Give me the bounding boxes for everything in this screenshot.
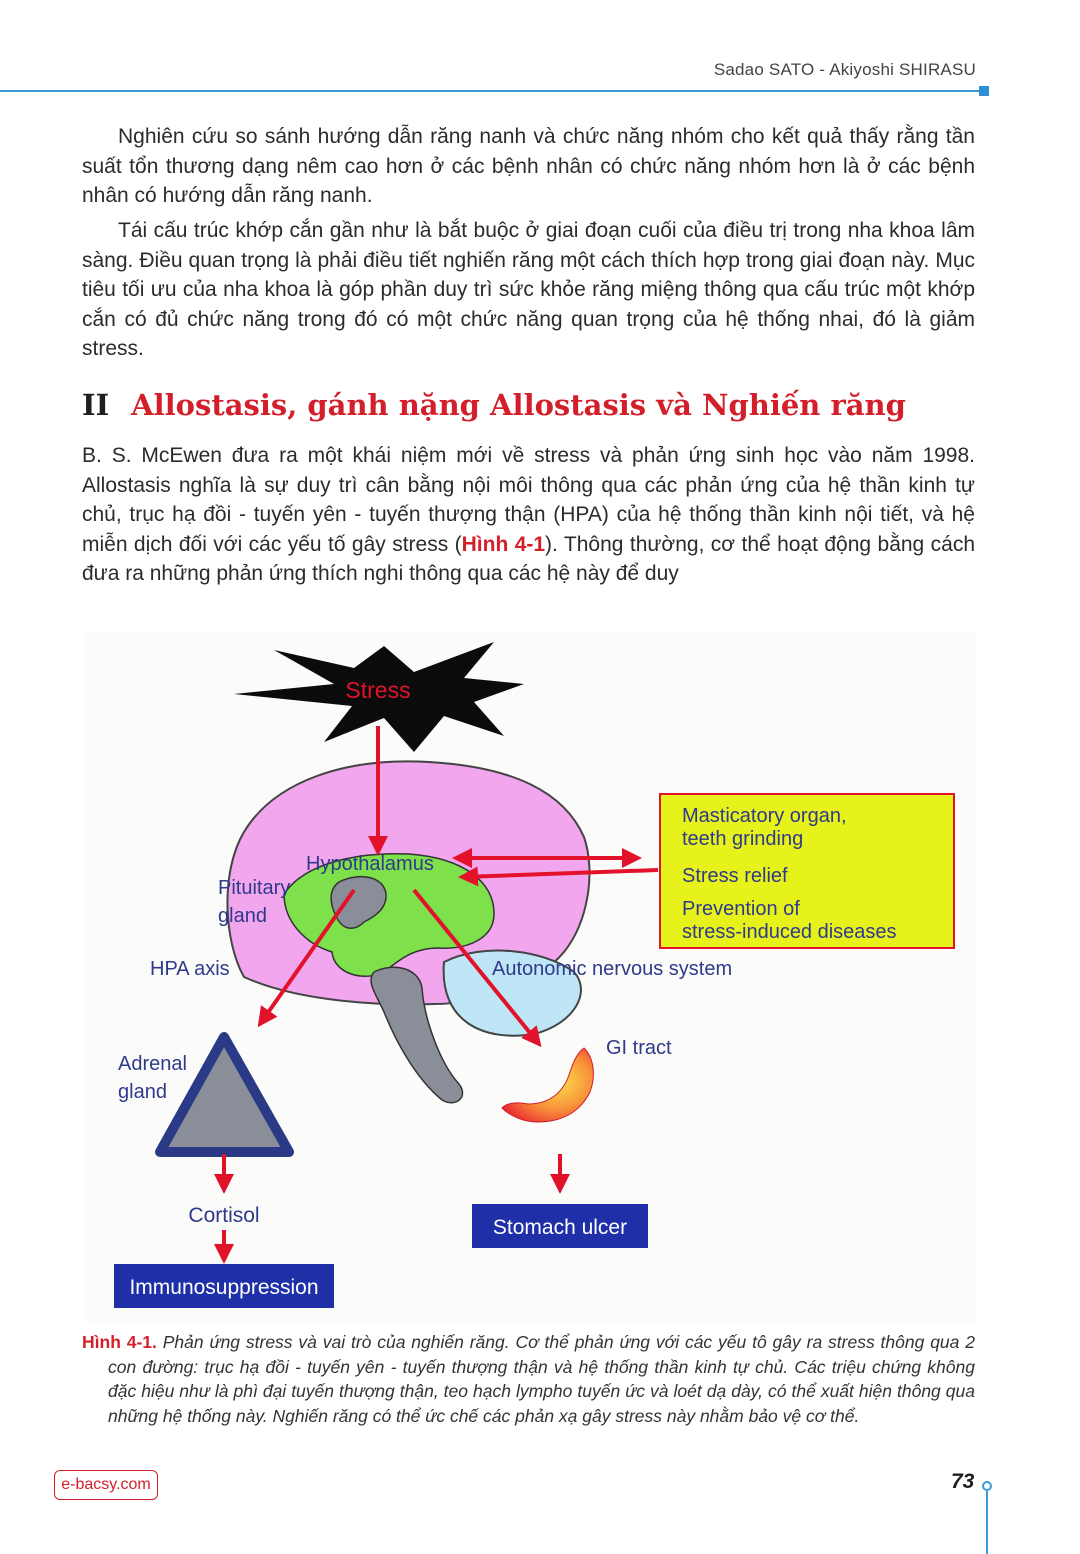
figure-caption <box>82 1330 975 1428</box>
box-line-teeth-grinding: teeth grinding <box>682 828 804 850</box>
paragraph-allostasis-text-end: ). Thông thường, cơ thể hoạt động bằng cách đưa ra những phản ứng thích nghi thông qua các hệ này để duy <box>82 532 975 585</box>
cortisol-label: Cortisol <box>188 1204 260 1227</box>
section-title-text: Allostasis, gánh nặng Allostasis và Nghiến răng <box>131 388 906 422</box>
caption-text: Phản ứng stress và vai trò của nghiến răng. Cơ thể phản ứng với các yếu tô gây ra stress thông qua 2 con đường: trục hạ đồi - tuyến yên - tuyến thượng thận và hệ thống thần kinh tự chủ. Các triệu chứng không đặc hiệu như là phì đại tuyến thượng thận, teo hạch lympho tuyến ức và loét dạ dày, có thể xuất hiện thông qua những hệ thống này. Nghiến răng có thể ức chế các phản xạ gây stress này nhằm bảo vệ cơ thể. <box>108 1332 975 1426</box>
section-number: II <box>82 388 110 422</box>
stomach-ulcer-label: Stomach ulcer <box>492 1216 628 1239</box>
adrenal-label-line1: Adrenal <box>118 1053 187 1075</box>
paragraph-allostasis-text-start: B. S. McEwen đưa ra một khái niệm mới về stress và phản ứng sinh học vào năm 1998. Allostasis nghĩa là sự duy trì cân bằng nội môi thông qua các phản ứng của hệ thần kinh tự chủ, trục hạ đồi - tuyến yên - tuyến thượng thận (HPA) của hệ thống thần kinh nội tiết, và hệ miễn dịch đối với các yếu tố gây stress ( <box>82 444 975 556</box>
footer-site-badge[interactable]: e-bacsy.com <box>54 1470 158 1500</box>
autonomic-nervous-system-label: Autonomic nervous system <box>492 958 733 980</box>
page-number: 73 <box>951 1470 975 1493</box>
paragraph-allostasis <box>82 441 975 589</box>
running-header-authors: Sadao SATO - Akiyoshi SHIRASU <box>713 60 976 79</box>
hypothalamus-label: Hypothalamus <box>306 853 434 875</box>
box-line-masticatory-organ: Masticatory organ, <box>682 805 847 827</box>
pituitary-label-line2: gland <box>218 905 267 927</box>
footer-circle-marker <box>982 1481 992 1491</box>
adrenal-label-line2: gland <box>118 1081 167 1103</box>
immunosuppression-label: Immunosuppression <box>129 1276 319 1299</box>
paragraph-canine-guidance: Nghiên cứu so sánh hướng dẫn răng nanh và chức năng nhóm cho kết quả thấy rằng tần suất tổn thương dạng nêm cao hơn ở các bệnh nhân có chức năng nhóm hơn là ở các bệnh nhân có hướng dẫn răng nanh. <box>82 125 975 207</box>
hpa-axis-label: HPA axis <box>150 958 230 980</box>
footer-vertical-line <box>986 1491 988 1554</box>
paragraph-occlusal-reconstruction: Tái cấu trúc khớp cắn gần như là bắt buộc ở giai đoạn cuối của điều trị trong nha khoa lâm sàng. Điều quan trọng là phải điều tiết nghiến răng một cách thích hợp trong giai đoạn này. Mục tiêu tối ưu của nha khoa là góp phần duy trì sức khỏe răng miệng thông qua cấu trúc một khớp cắn có đủ chức năng trong đó có một chức năng quan trọng của hệ thống nhai, đó là giảm stress. <box>82 219 975 360</box>
box-line-stress-relief: Stress relief <box>682 865 788 887</box>
box-line-stress-induced-diseases: stress-induced diseases <box>682 921 897 943</box>
box-line-prevention: Prevention of <box>682 898 800 920</box>
gi-tract-label: GI tract <box>606 1037 672 1059</box>
caption-label: Hình 4-1. <box>82 1332 157 1352</box>
stress-label: Stress <box>345 677 411 703</box>
figure-reference-link[interactable]: Hình 4-1 <box>461 532 546 556</box>
pituitary-label-line1: Pituitary <box>218 877 291 899</box>
header-rule-end-marker <box>979 86 989 96</box>
section-heading <box>82 388 906 422</box>
figure-stress-response-diagram <box>84 632 976 1322</box>
header-rule <box>0 90 980 92</box>
